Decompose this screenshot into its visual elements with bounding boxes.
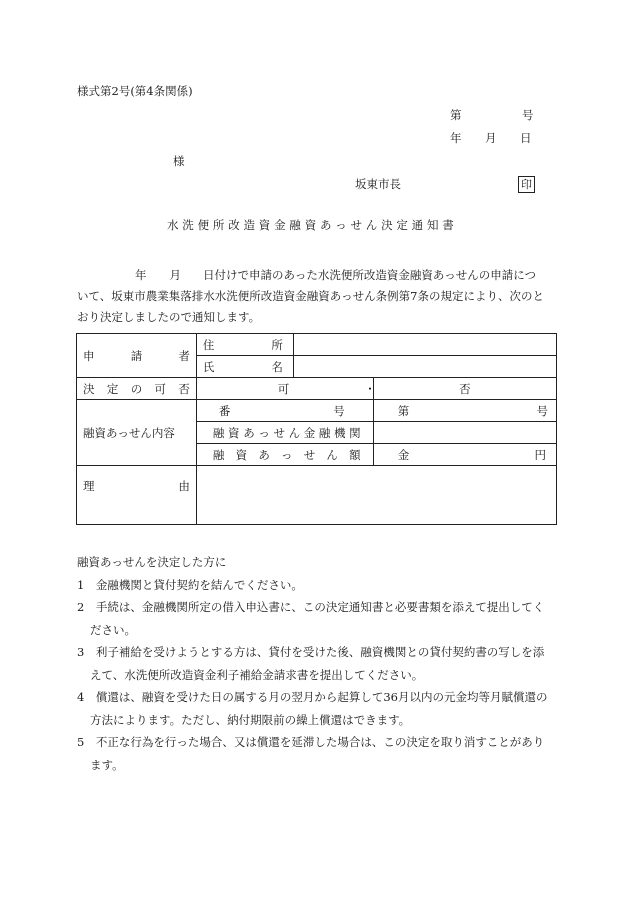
note-5-line1: 5 不正な行為を行った場合、又は償還を延滞した場合は、この決定を取り消すことがあり [77,735,545,749]
note-4-line2: 方法によります。ただし、納付期限前の繰上償還はできます。 [90,712,411,727]
number-go: 号 [536,403,548,418]
application-table [76,333,557,525]
institution-field[interactable] [373,422,556,444]
intro-paragraph [77,265,557,328]
intro-year: 年 [135,268,147,282]
amount-yen: 円 [534,447,546,462]
intro-month: 月 [169,268,181,282]
amount-label-cell: 融 資 あ っ せ ん 額 [196,444,373,466]
intro-line1: 日付けで申請のあった水洗便所改造資金融資あっせんの申請につ [203,268,537,282]
note-3-line1: 3 利子補給を受けようとする方は、貸付を受けた後、融資機関との貸付契約書の写しを添 [77,645,545,659]
note-3-line2: えて、水洗便所改造資金利子補給金請求書を提出してください。 [90,667,424,682]
reason-field[interactable] [196,466,556,525]
date-year: 年 [450,131,462,145]
decision-dot: ・ [364,381,376,396]
note-4-line1: 4 償還は、融資を受けた日の属する月の翌月から起算して36月以内の元金均等月賦償還の [77,690,548,704]
name-field[interactable] [293,356,556,378]
number-value-cell[interactable] [373,400,556,422]
decision-ng: 否 [459,381,471,396]
decision-ng-cell [373,378,556,400]
amount-kin: 金 [397,447,410,462]
reason-label-cell: 理 由 [77,466,197,525]
form-number: 様式第2号(第4条関係) [77,84,193,98]
note-5-line2: ます。 [90,757,124,772]
name-label-cell: 氏 名 [196,356,293,378]
address-label-cell: 住 所 [196,334,293,356]
note-2-line1: 2 手続は、金融機関所定の借入申込書に、この決定通知書と必要書類を添えて提出してく [77,600,545,614]
addressee-suffix: 様 [173,154,185,168]
note-2-line2: ださい。 [90,622,136,637]
address-field[interactable] [293,334,556,356]
notes-heading: 融資あっせんを決定した方に [77,555,227,569]
decision-label-cell: 決 定 の 可 否 [77,378,197,400]
applicant-label-cell [77,334,197,378]
note-1: 1 金融機関と貸付契約を結んでください。 [77,577,303,592]
decision-ok-cell [196,378,376,400]
doc-number-go: 号 [522,108,534,122]
date-day: 日 [520,131,532,145]
intro-line2: いて、坂東市農業集落排水水洗便所改造資金融資あっせん条例第7条の規定により、次のと [77,289,544,303]
date-month: 月 [485,131,497,145]
notes-section [77,551,557,776]
content-label: 融資あっせん内容 [83,425,175,440]
intro-line3: おり決定しましたので通知します。 [77,310,261,324]
seal-mark: 印 [518,176,535,193]
issuer-name: 坂東市長 [355,177,401,191]
applicant-label: 申 請 者 [83,348,190,363]
document-title: 水洗便所改造資金融資あっせん決定通知書 [167,218,458,232]
number-dai: 第 [397,403,410,418]
content-label-cell [77,400,197,466]
doc-number-dai: 第 [450,108,462,122]
institution-label-cell: 融 資 あ っ せ ん 金 融 機 関 [196,422,373,444]
amount-field[interactable] [373,444,556,466]
number-label-cell: 番 号 [196,400,373,422]
decision-ok: 可 [277,381,290,396]
